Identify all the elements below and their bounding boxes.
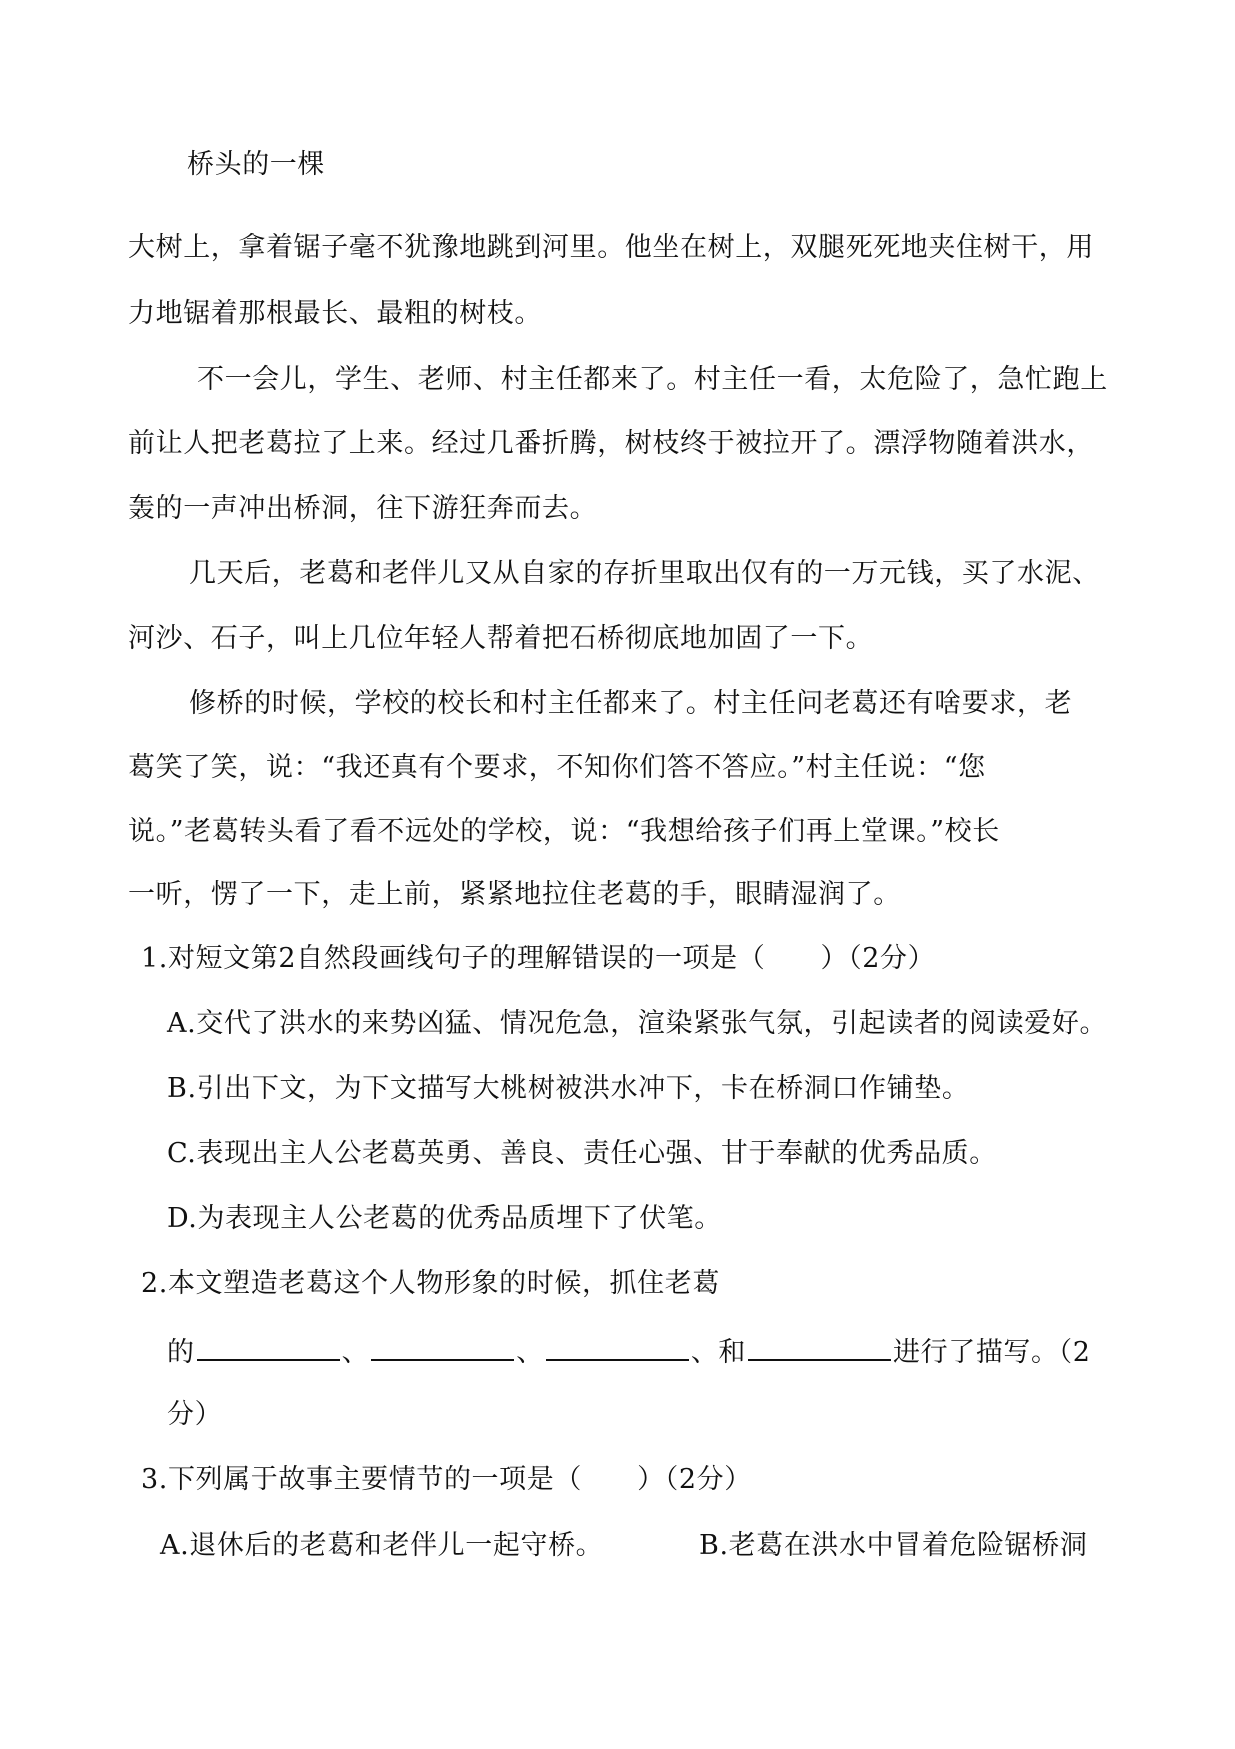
answer-blank-2[interactable] — [371, 1333, 514, 1361]
question-3-stem: 3.下列属于故事主要情节的一项是（ ）（2分） — [141, 1464, 752, 1495]
question-3-option-a: A.退休后的老葛和老伴儿一起守桥。 — [160, 1530, 604, 1561]
question-2-separator: 、 — [341, 1337, 370, 1368]
question-2-suffix: 进行了描写。（2 — [893, 1337, 1091, 1368]
passage-line: 前让人把老葛拉了上来。经过几番折腾，树枝终于被拉开了。漂浮物随着洪水， — [128, 428, 1094, 459]
passage-line: 说。”老葛转头看了看不远处的学校，说：“我想给孩子们再上堂课。”校长 — [128, 816, 1000, 847]
passage-line: 河沙、石子，叫上几位年轻人帮着把石桥彻底地加固了一下。 — [128, 623, 874, 654]
question-1-option-a: A.交代了洪水的来势凶猛、情况危急，渲染紧张气氛，引起读者的阅读爱好。 — [167, 1008, 1108, 1039]
question-1-option-b: B.引出下文，为下文描写大桃树被洪水冲下，卡在桥洞口作铺垫。 — [167, 1073, 970, 1104]
answer-blank-4[interactable] — [748, 1333, 891, 1361]
question-2-stem: 2.本文塑造老葛这个人物形象的时候，抓住老葛 — [141, 1268, 720, 1299]
question-1-stem: 1.对短文第2自然段画线句子的理解错误的一项是（ ）（2分） — [141, 943, 936, 974]
question-2-tail: 分） — [167, 1399, 223, 1430]
question-2-separator: 、和 — [690, 1337, 747, 1368]
passage-line: 大树上，拿着锯子毫不犹豫地跳到河里。他坐在树上，双腿死死地夹住树干，用 — [128, 232, 1094, 263]
question-2-separator: 、 — [516, 1337, 544, 1368]
question-3-option-b: B.老葛在洪水中冒着危险锯桥洞 — [699, 1530, 1088, 1561]
passage-line: 不一会儿，学生、老师、村主任都来了。村主任一看，太危险了，急忙跑上 — [197, 364, 1108, 395]
passage-line: 一听，愣了一下，走上前，紧紧地拉住老葛的手，眼睛湿润了。 — [128, 879, 901, 910]
question-1-option-c: C.表现出主人公老葛英勇、善良、责任心强、甘于奉献的优秀品质。 — [167, 1138, 997, 1169]
passage-line: 葛笑了笑，说：“我还真有个要求，不知你们答不答应。”村主任说：“您 — [128, 752, 986, 783]
answer-blank-1[interactable] — [197, 1333, 340, 1361]
passage-line: 力地锯着那根最长、最粗的树枝。 — [128, 298, 542, 329]
passage-line: 轰的一声冲出桥洞，往下游狂奔而去。 — [128, 493, 598, 524]
passage-line: 修桥的时候，学校的校长和村主任都来了。村主任问老葛还有啥要求，老 — [189, 688, 1073, 719]
answer-blank-3[interactable] — [546, 1333, 689, 1361]
question-2-prefix: 的 — [167, 1337, 195, 1368]
question-2-fill-line — [167, 1333, 1091, 1371]
passage-line: 桥头的一棵 — [187, 149, 325, 180]
passage-line: 几天后，老葛和老伴儿又从自家的存折里取出仅有的一万元钱，买了水泥、 — [189, 558, 1100, 589]
question-1-option-d: D.为表现主人公老葛的优秀品质埋下了伏笔。 — [167, 1203, 722, 1234]
